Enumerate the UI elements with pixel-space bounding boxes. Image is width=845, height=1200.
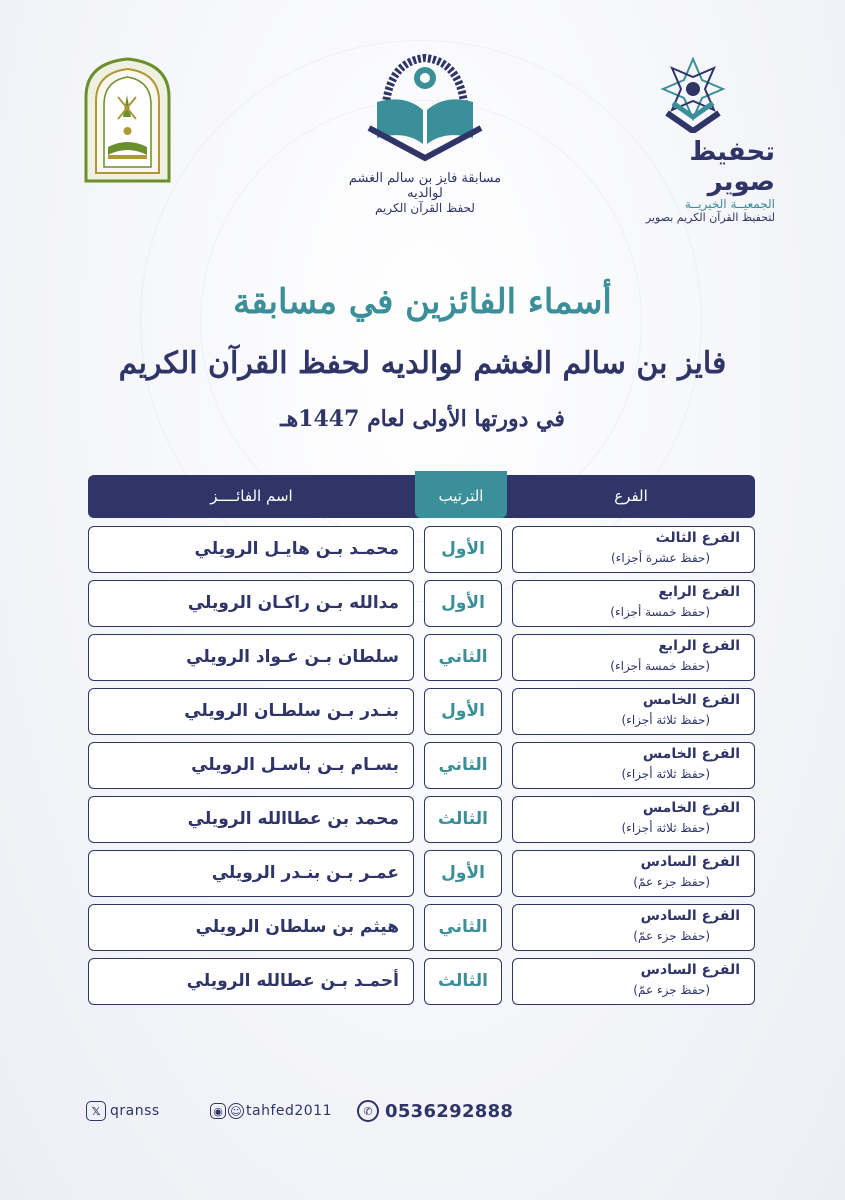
brand-subtitle: الجمعيــة الخيريــة (684, 197, 775, 211)
rank: الأول (441, 701, 485, 721)
rank: الثاني (438, 755, 488, 775)
rank-cell (424, 580, 502, 627)
rank-cell (424, 634, 502, 681)
winner-name-cell (88, 904, 414, 951)
table-header (88, 475, 755, 518)
winner-name-cell (88, 958, 414, 1005)
rank: الأول (441, 863, 485, 883)
brand-title: تحفيظ صوير (689, 137, 775, 197)
branch-name: الفرع الرابع (658, 584, 740, 600)
winner-name: سلطان بـن عـواد الرويلي (186, 647, 399, 667)
rank-cell (424, 526, 502, 573)
table-row (88, 580, 755, 627)
whatsapp-contact[interactable] (357, 1098, 513, 1124)
rank: الأول (441, 593, 485, 613)
branch-cell (512, 634, 755, 681)
winner-name: مدالله بـن راكـان الرويلي (187, 593, 399, 613)
table-row (88, 796, 755, 843)
winner-name-cell (88, 850, 414, 897)
instagram-icon: ◉ (210, 1103, 226, 1119)
header-rank: الترتيب (415, 471, 507, 518)
table-row (88, 634, 755, 681)
winner-name-cell (88, 688, 414, 735)
phone-number: 0536292888 (385, 1100, 514, 1122)
branch-cell (512, 526, 755, 573)
rank-cell (424, 796, 502, 843)
branch-scope: (حفظ ثلاثة أجزاء) (621, 821, 710, 835)
branch-cell (512, 958, 755, 1005)
table-row (88, 688, 755, 735)
rank-cell (424, 904, 502, 951)
winner-name: هيثم بن سلطان الرويلي (195, 917, 399, 937)
branch-scope: (حفظ جزء عمّ) (633, 983, 710, 997)
winner-name: عمـر بـن بنـدر الرويلي (211, 863, 399, 883)
branch-name: الفرع الثالث (655, 530, 740, 546)
competition-caption: مسابقة فايز بن سالم الغشم لوالديه (348, 171, 502, 201)
table-row (88, 958, 755, 1005)
winner-name-cell (88, 580, 414, 627)
rank: الثالث (438, 809, 488, 829)
branch-cell (512, 904, 755, 951)
edition-title: في دورتها الأولى لعام 1447هـ (280, 406, 565, 432)
whatsapp-icon: ✆ (357, 1100, 379, 1122)
rank: الثاني (438, 917, 488, 937)
winner-name-cell (88, 796, 414, 843)
rank: الأول (441, 539, 485, 559)
charity-logo (615, 55, 775, 224)
rank-cell (424, 688, 502, 735)
winner-name-cell (88, 742, 414, 789)
rank-cell (424, 850, 502, 897)
header-name: اسم الفائــــز (210, 487, 293, 505)
branch-name: الفرع السادس (640, 854, 740, 870)
branch-name: الفرع الخامس (642, 800, 740, 816)
competition-logo (335, 40, 515, 230)
branch-cell (512, 688, 755, 735)
social-handle: tahfed2011 (246, 1103, 332, 1119)
social-account[interactable] (210, 1098, 332, 1124)
branch-scope: (حفظ ثلاثة أجزاء) (621, 767, 710, 781)
branch-scope: (حفظ ثلاثة أجزاء) (621, 713, 710, 727)
winner-name: بسـام بـن باسـل الرويلي (191, 755, 399, 775)
winner-name-cell (88, 526, 414, 573)
branch-scope: (حفظ خمسة أجزاء) (610, 605, 710, 619)
snapchat-icon: ☺ (228, 1103, 244, 1119)
winner-name: محمد بن عطاالله الرويلي (187, 809, 399, 829)
branch-name: الفرع السادس (640, 962, 740, 978)
table-row (88, 742, 755, 789)
table-row (88, 850, 755, 897)
branch-cell (512, 850, 755, 897)
winner-name: بنـدر بـن سلطـان الرويلي (184, 701, 399, 721)
branch-scope: (حفظ خمسة أجزاء) (610, 659, 710, 673)
header-branch: الفرع (614, 487, 648, 505)
x-handle: qranss (110, 1103, 160, 1119)
winners-title: أسماء الفائزين في مسابقة (233, 282, 612, 322)
competition-subcaption: لحفظ القرآن الكريم (375, 201, 475, 215)
brand-tagline: لتحفيظ القرآن الكريم بصوير (645, 211, 775, 224)
branch-cell (512, 796, 755, 843)
branch-name: الفرع الخامس (642, 746, 740, 762)
rank: الثالث (438, 971, 488, 991)
rank: الثاني (438, 647, 488, 667)
ministry-logo (80, 55, 175, 183)
rank-cell (424, 958, 502, 1005)
table-row (88, 526, 755, 573)
branch-scope: (حفظ جزء عمّ) (633, 875, 710, 889)
branch-name: الفرع السادس (640, 908, 740, 924)
competition-title: فايز بن سالم الغشم لوالديه لحفظ القرآن الكريم (118, 346, 727, 381)
branch-scope: (حفظ جزء عمّ) (633, 929, 710, 943)
winner-name: محمـد بـن هايـل الرويلي (194, 539, 399, 559)
x-account[interactable] (86, 1098, 160, 1124)
branch-scope: (حفظ عشرة أجزاء) (611, 551, 710, 565)
branch-cell (512, 580, 755, 627)
branch-cell (512, 742, 755, 789)
x-icon: 𝕏 (86, 1101, 106, 1121)
branch-name: الفرع الرابع (658, 638, 740, 654)
winner-name: أحمـد بـن عطالله الرويلي (186, 971, 399, 991)
rank-cell (424, 742, 502, 789)
branch-name: الفرع الخامس (642, 692, 740, 708)
table-row (88, 904, 755, 951)
winner-name-cell (88, 634, 414, 681)
